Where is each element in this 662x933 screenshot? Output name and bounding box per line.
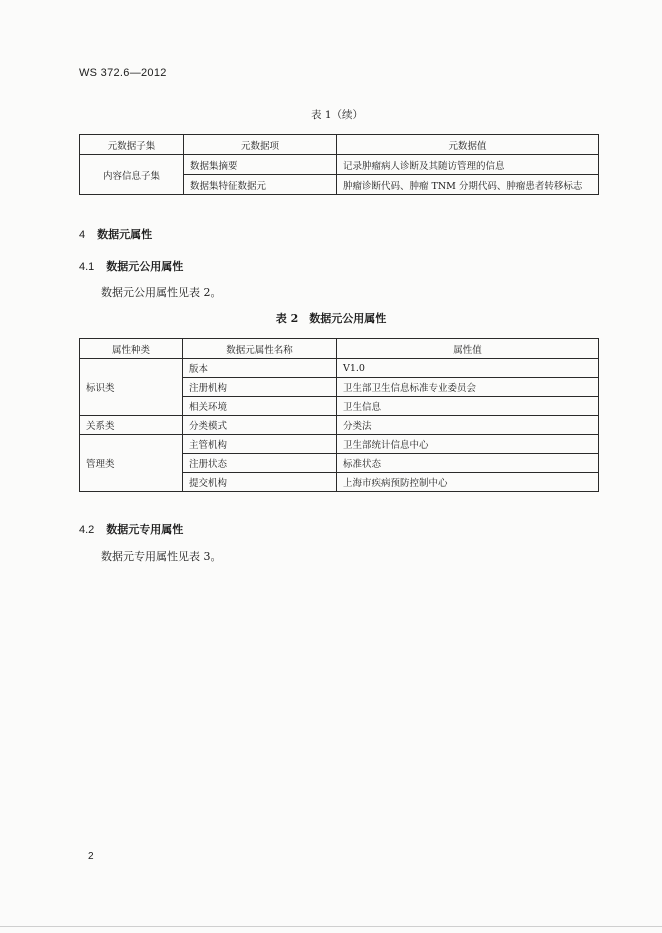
table1-caption: 表 1（续） (310, 109, 364, 121)
table2-value-cell: 卫生部卫生信息标准专业委员会 (337, 378, 599, 397)
table1-item-cell: 数据集摘要 (184, 155, 337, 175)
section-4-heading (79, 226, 152, 242)
section-4-1-heading (79, 258, 183, 274)
table1-value-cell: 肿瘤诊断代码、肿瘤 TNM 分期代码、肿瘤患者转移标志 (337, 175, 599, 195)
table2-header: 属性种类 (80, 339, 183, 359)
table2-value-cell: V1.0 (337, 359, 599, 378)
standard-code: WS 372.6—2012 (79, 67, 167, 79)
table2-category-cell: 管理类 (80, 435, 183, 492)
section-title: 数据元属性 (97, 228, 153, 241)
table-row (80, 155, 599, 175)
table2-header: 数据元属性名称 (183, 339, 337, 359)
section-title: 数据元公用属性 (106, 260, 184, 273)
table2-value-cell: 分类法 (337, 416, 599, 435)
table2-name-cell: 相关环境 (183, 397, 337, 416)
table2-header-row (80, 339, 599, 359)
table2-name-cell: 注册状态 (183, 454, 337, 473)
table2-name-cell: 提交机构 (183, 473, 337, 492)
table2-name-cell: 主管机构 (183, 435, 337, 454)
table2-value-cell: 上海市疾病预防控制中心 (337, 473, 599, 492)
table2-caption: 表 2 数据元公用属性 (275, 312, 387, 325)
table1-header: 元数据值 (337, 135, 599, 155)
section-number: 4.2 (79, 524, 95, 536)
section-number: 4 (79, 229, 86, 241)
table2 (79, 338, 599, 492)
page-number: 2 (88, 851, 94, 862)
section-title: 数据元专用属性 (106, 523, 184, 536)
table1-header: 元数据项 (184, 135, 337, 155)
table2-name-cell: 版本 (183, 359, 337, 378)
table2-category-cell: 关系类 (80, 416, 183, 435)
table2-value-cell: 卫生部统计信息中心 (337, 435, 599, 454)
page-bottom-divider (0, 926, 662, 927)
table-row (80, 416, 599, 435)
table1-header: 元数据子集 (80, 135, 184, 155)
table2-header: 属性值 (337, 339, 599, 359)
table1-subset-cell: 内容信息子集 (80, 155, 184, 195)
table1-item-cell: 数据集特征数据元 (184, 175, 337, 195)
table-row (80, 359, 599, 378)
table2-name-cell: 注册机构 (183, 378, 337, 397)
table1-header-row (80, 135, 599, 155)
table2-value-cell: 标准状态 (337, 454, 599, 473)
table-row (80, 435, 599, 454)
table1-value-cell: 记录肿瘤病人诊断及其随访管理的信息 (337, 155, 599, 175)
section-number: 4.1 (79, 261, 95, 273)
table1 (79, 134, 599, 195)
section-4-2-heading (79, 521, 183, 537)
table2-name-cell: 分类模式 (183, 416, 337, 435)
section-4-1-text: 数据元公用属性见表 2。 (101, 286, 222, 299)
table2-value-cell: 卫生信息 (337, 397, 599, 416)
section-4-2-text: 数据元专用属性见表 3。 (101, 550, 222, 563)
table2-category-cell: 标识类 (80, 359, 183, 416)
